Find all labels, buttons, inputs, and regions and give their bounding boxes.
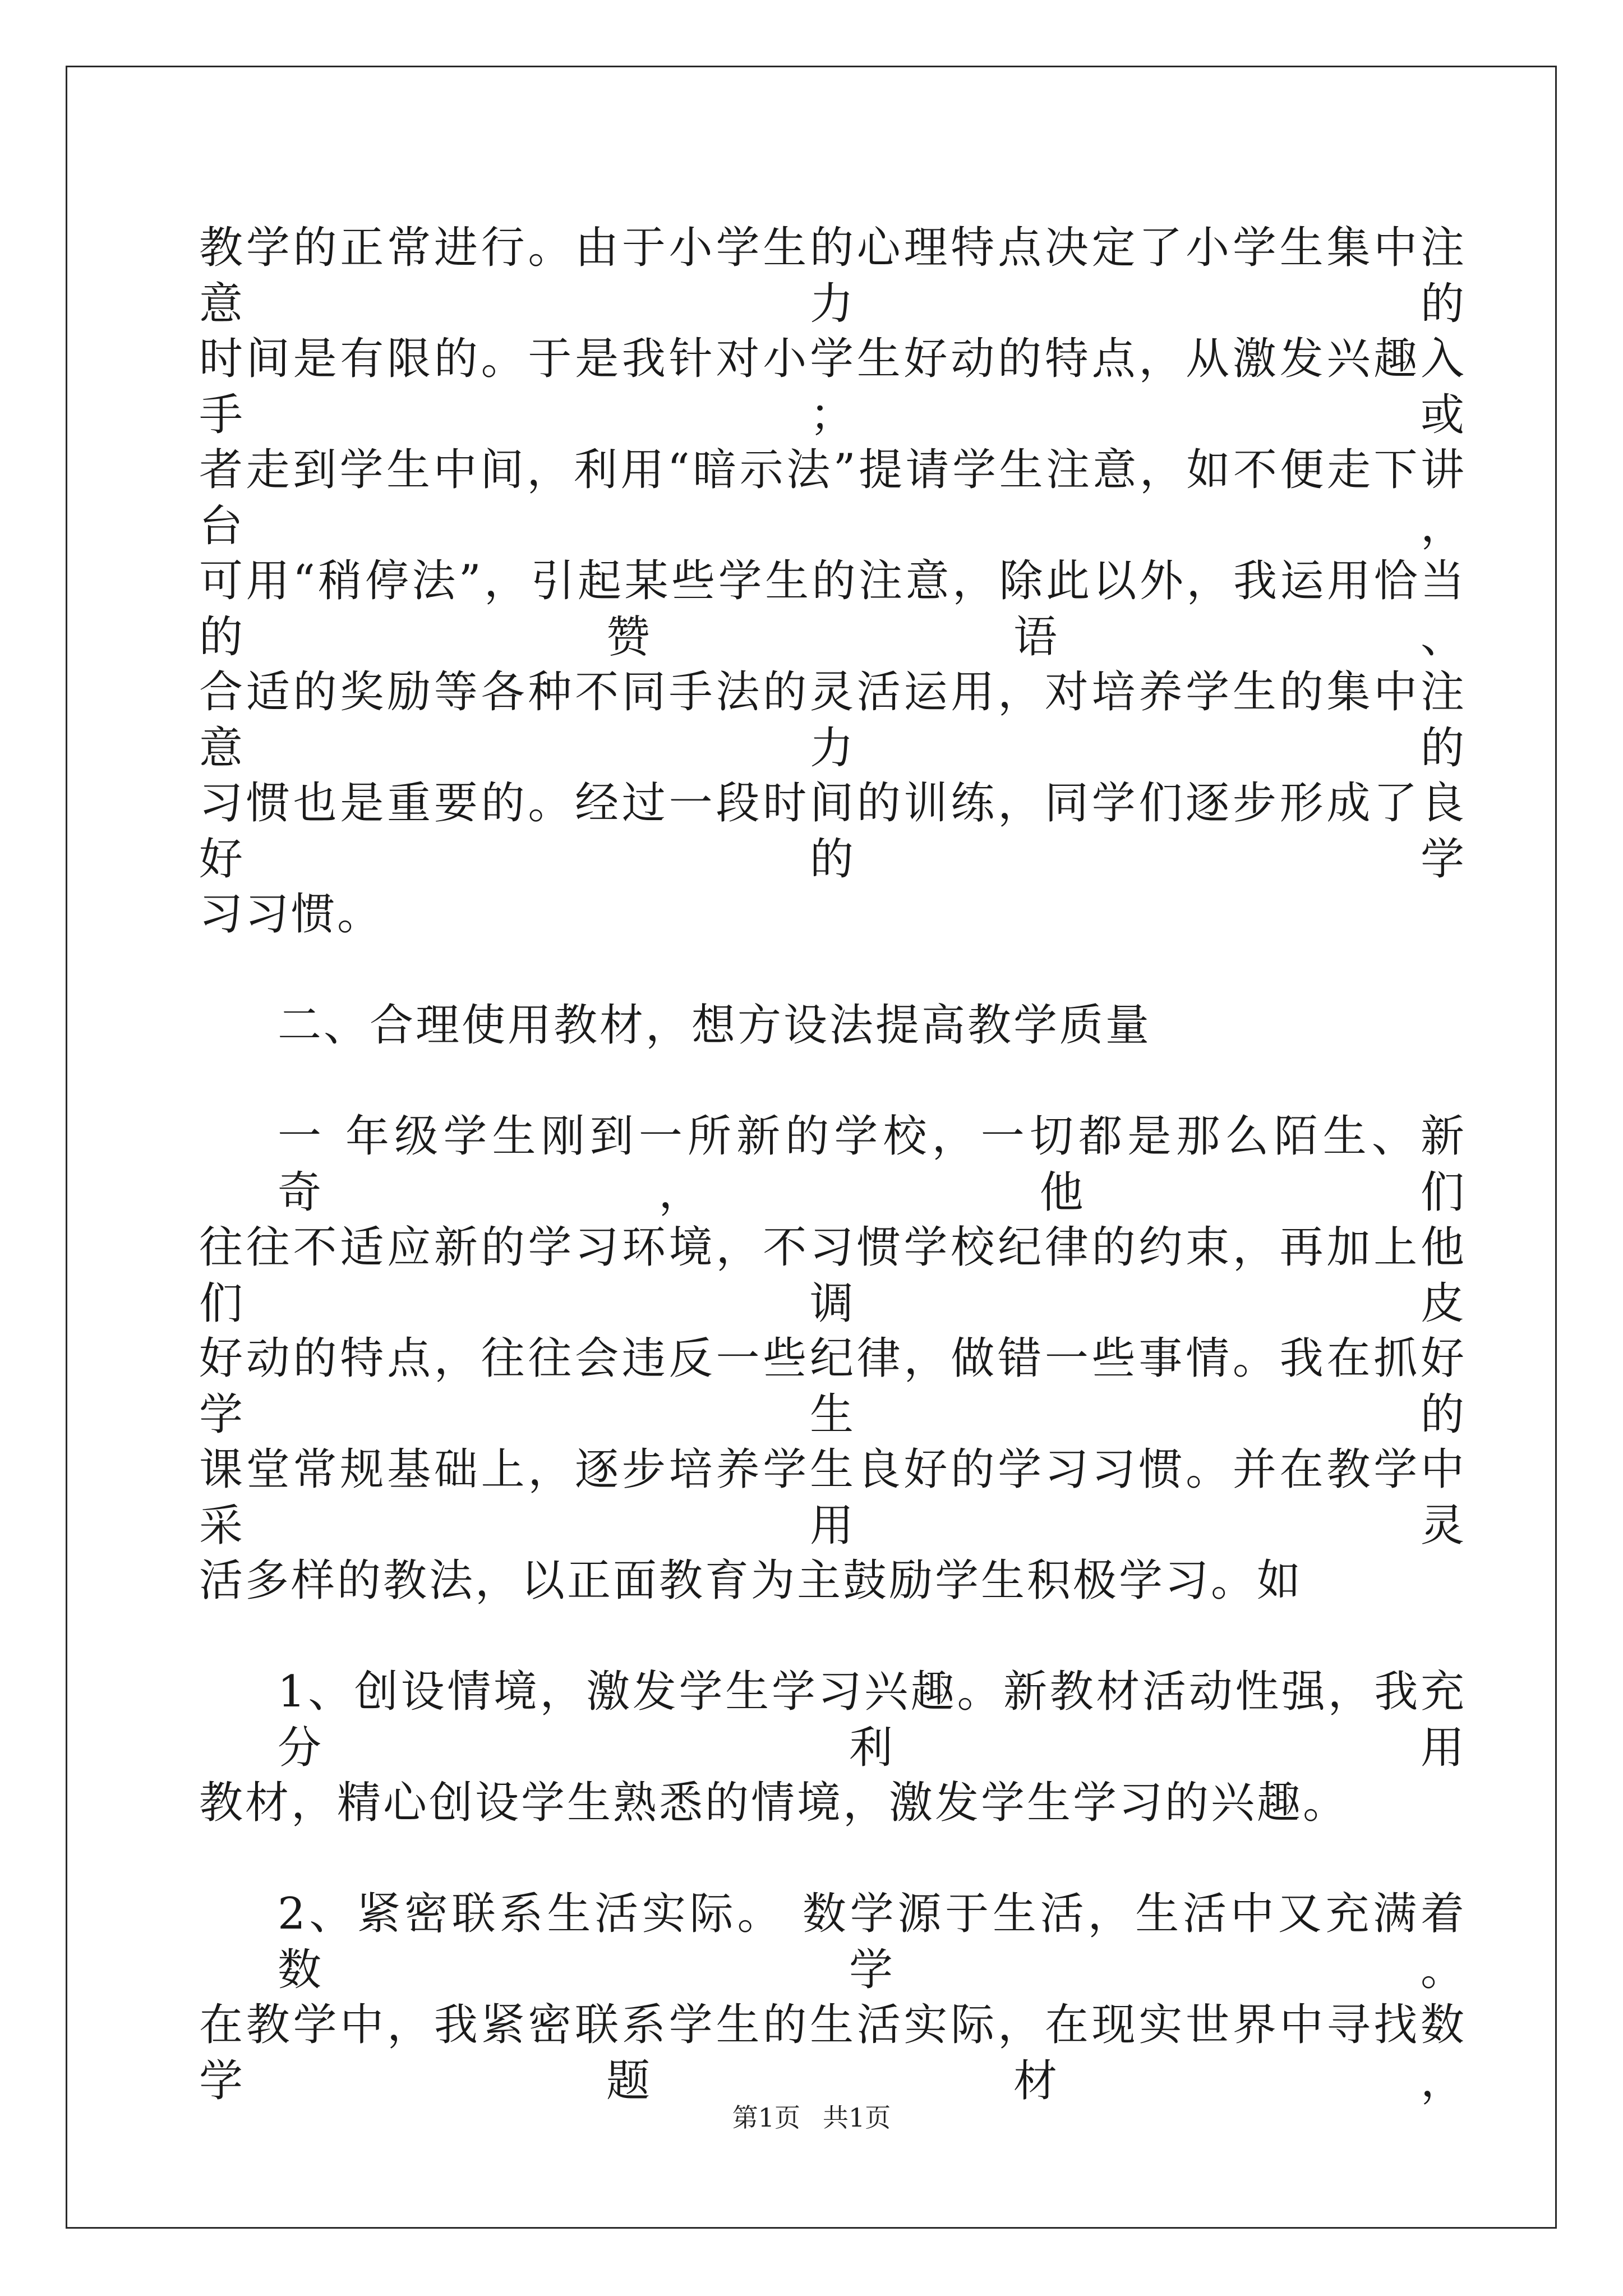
paragraph-line: 活多样的教法，以正面教育为主鼓励学生积极学习。如 <box>199 1556 1303 1606</box>
page-total: 共1页 <box>823 2102 891 2133</box>
paragraph-line: 往往不适应新的学习环境，不习惯学校纪律的约束，再加上他们调皮 <box>199 1222 1467 1329</box>
list-item-line: 在教学中，我紧密联系学生的生活实际，在现实世界中寻找数学题材， <box>199 2000 1467 2106</box>
section-heading: 二、合理使用教材，想方设法提高教学质量 <box>278 1000 1152 1051</box>
paragraph-line: 习习惯。 <box>199 889 384 940</box>
paragraph-line: 习惯也是重要的。经过一段时间的训练，同学们逐步形成了良好的学 <box>199 778 1467 885</box>
page-number: 第1页 <box>732 2102 800 2133</box>
list-item-line: 1、创设情境，激发学生学习兴趣。新教材活动性强，我充分利用 <box>278 1667 1467 1773</box>
paragraph-line: 合适的奖励等各种不同手法的灵活运用，对培养学生的集中注意力的 <box>199 667 1467 774</box>
page-footer <box>0 2101 1623 2134</box>
paragraph-line: 者走到学生中间，利用“暗示法”提请学生注意，如不便走下讲台， <box>199 445 1467 551</box>
paragraph-line: 教学的正常进行。由于小学生的心理特点决定了小学生集中注意力的 <box>199 223 1467 329</box>
paragraph-line: 时间是有限的。于是我针对小学生好动的特点，从激发兴趣入手；或 <box>199 334 1467 440</box>
list-item-line: 2、紧密联系生活实际。 数学源于生活，生活中又充满着数学。 <box>278 1889 1467 1995</box>
paragraph-line: 好动的特点，往往会违反一些纪律，做错一些事情。我在抓好学生的 <box>199 1333 1467 1440</box>
paragraph-line: 课堂常规基础上，逐步培养学生良好的学习习惯。并在教学中采用灵 <box>199 1444 1467 1551</box>
paragraph-line: 可用“稍停法”，引起某些学生的注意，除此以外，我运用恰当的赞语、 <box>199 556 1467 662</box>
list-item-line: 教材，精心创设学生熟悉的情境，激发学生学习的兴趣。 <box>199 1778 1349 1828</box>
paragraph-line: 一 年级学生刚到一所新的学校，一切都是那么陌生、新奇，他们 <box>278 1111 1467 1218</box>
